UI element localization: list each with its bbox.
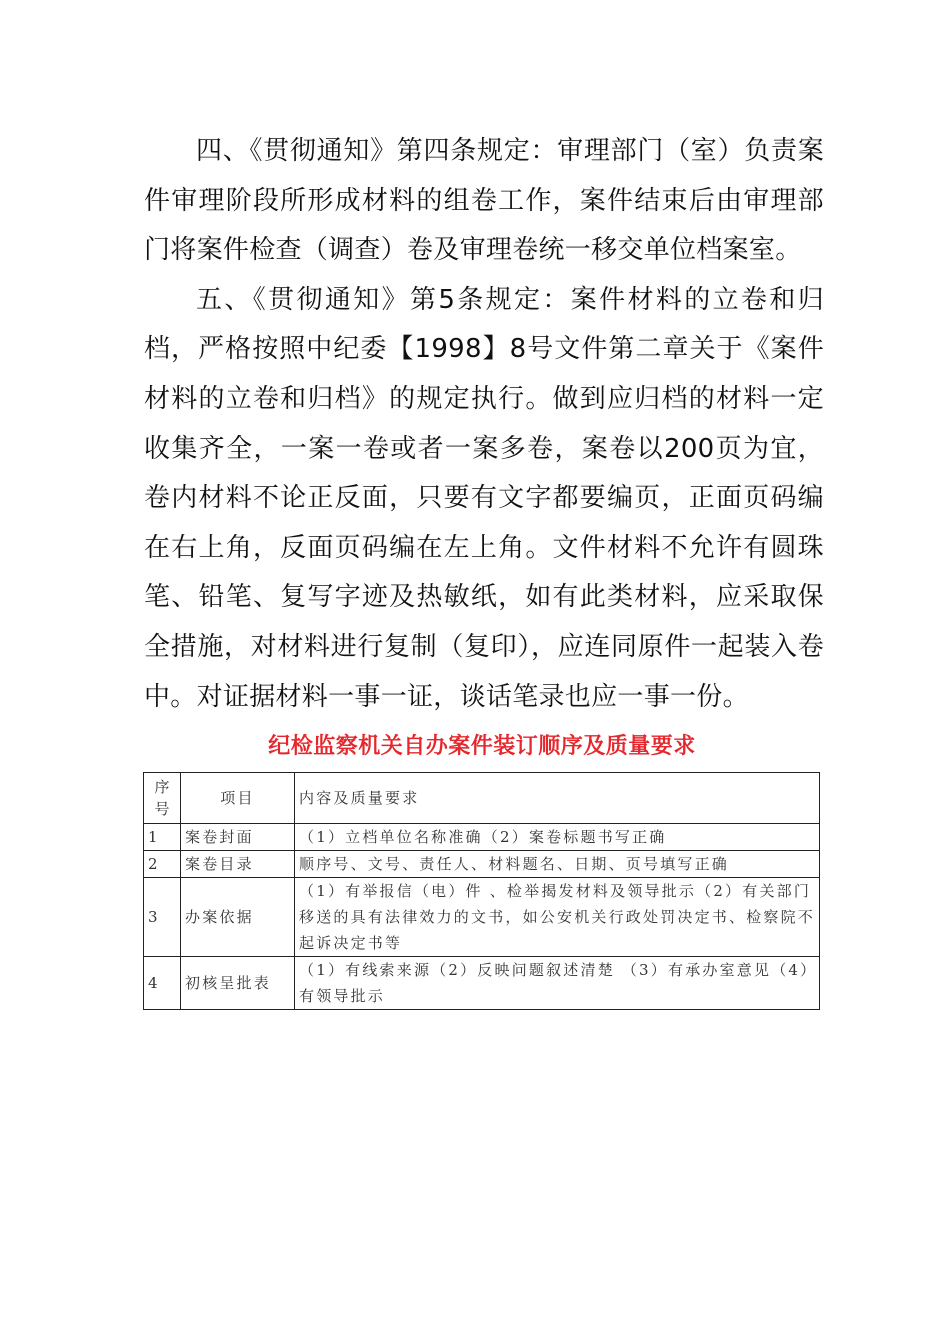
table-row [144, 878, 820, 957]
body-text [144, 127, 824, 722]
table-header-row [144, 773, 820, 824]
table-row [144, 851, 820, 878]
header-content: 内容及质量要求 [295, 773, 820, 824]
paragraph-article-5: 五、《贯彻通知》第5条规定：案件材料的立卷和归档，严格按照中纪委【1998】8号文件第二章关于《案件材料的立卷和归档》的规定执行。做到应归档的材料一定收集齐全，一案一卷或者一案多卷，案卷以200页为宜，卷内材料不论正反面，只要有文字都要编页，正面页码编在右上角，反面页码编在左上角。文件材料不允许有圆珠笔、铅笔、复写字迹及热敏纸，如有此类材料，应采取保全措施，对材料进行复制（复印），应连同原件一起装入卷中。对证据材料一事一证，谈话笔录也应一事一份。 [144, 284, 824, 712]
row-content: （1）有线索来源（2）反映问题叙述清楚 （3）有承办室意见（4）有领导批示 [295, 957, 820, 1010]
row-no: 4 [144, 957, 181, 1010]
requirements-table [143, 772, 820, 1010]
row-no: 2 [144, 851, 181, 878]
table-row [144, 957, 820, 1010]
row-content: （1）有举报信（电）件 、检举揭发材料及领导批示（2）有关部门移送的具有法律效力的文书，如公安机关行政处罚决定书、检察院不起诉决定书等 [295, 878, 820, 957]
header-item: 项目 [181, 773, 295, 824]
table-title: 纪检监察机关自办案件装订顺序及质量要求 [268, 734, 696, 759]
row-no: 1 [144, 824, 181, 851]
row-item: 案卷目录 [181, 851, 295, 878]
table-row [144, 824, 820, 851]
row-no: 3 [144, 878, 181, 957]
row-item: 案卷封面 [181, 824, 295, 851]
row-content: （1）立档单位名称准确（2）案卷标题书写正确 [295, 824, 820, 851]
paragraph-article-4: 四、《贯彻通知》第四条规定：审理部门（室）负责案件审理阶段所形成材料的组卷工作，案件结束后由审理部门将案件检查（调查）卷及审理卷统一移交单位档案室。 [144, 136, 824, 266]
row-item: 办案依据 [181, 878, 295, 957]
header-no: 序号 [144, 773, 181, 824]
row-content: 顺序号、文号、责任人、材料题名、日期、页号填写正确 [295, 851, 820, 878]
row-item: 初核呈批表 [181, 957, 295, 1010]
